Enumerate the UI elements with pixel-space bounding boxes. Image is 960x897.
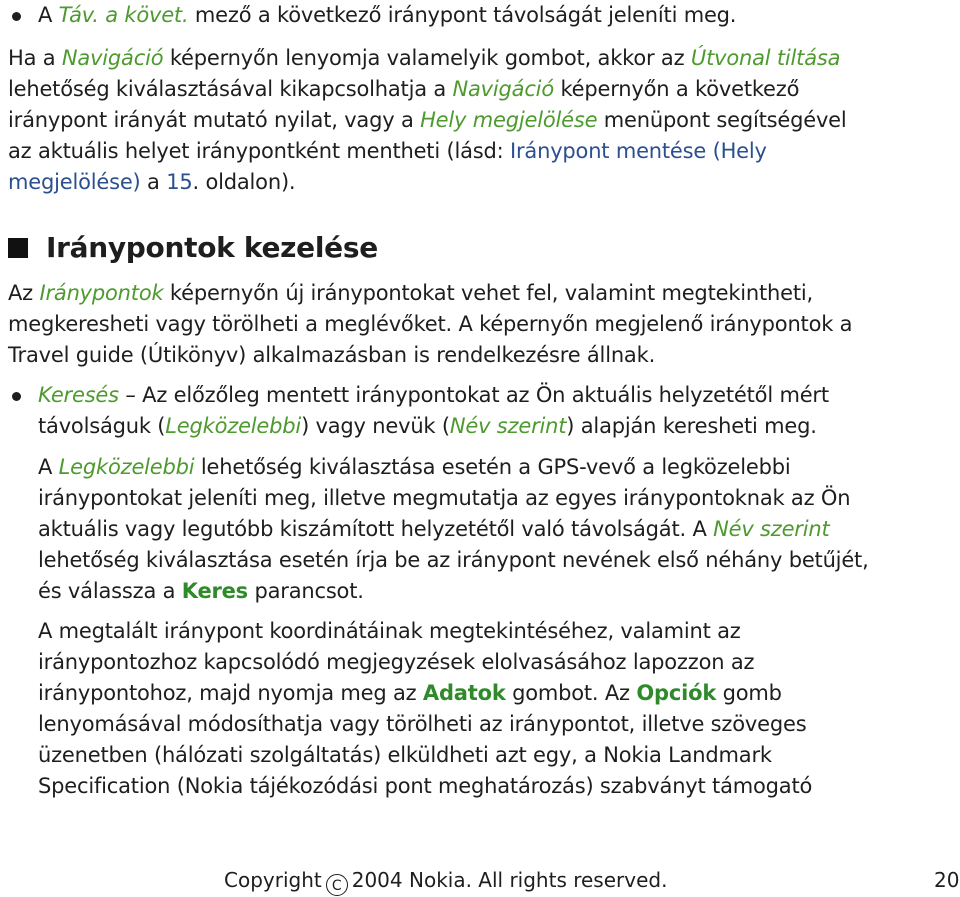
section-para-line-2: megkeresheti vagy törölheti a meglévőket. A képernyőn megjelenő iránypontok a [8, 312, 853, 336]
page-number: 20 [934, 868, 960, 892]
copyright-footer: Copyright C 2004 Nokia. All rights reserved. [224, 868, 668, 894]
search-bullet-line-2: távolságuk (Legközelebbi) vagy nevük (Név szerint) alapján keresheti meg. [38, 414, 817, 438]
search-bullet-line-1: Keresés – Az előzőleg mentett iránypontokat az Ön aktuális helyzetétől mért [38, 383, 829, 407]
cross-reference-link[interactable]: Iránypont mentése (Hely [509, 139, 767, 163]
sub-para1-line-4: lehetőség kiválasztása esetén írja be az iránypont nevének első néhány betűjét, [38, 548, 869, 572]
section-para-line-3: Travel guide (Útikönyv) alkalmazásban is rendelkezésre állnak. [8, 343, 656, 367]
sub-para1-line-5: és válassza a Keres parancsot. [38, 579, 364, 603]
sub-para2-line-6: Specification (Nokia tájékozódási pont meghatározás) szabványt támogató [38, 774, 813, 798]
section-para-line-1: Az Iránypontok képernyőn új iránypontokat vehet fel, valamint megtekintheti, [8, 281, 814, 305]
sub-para2-line-1: A megtalált iránypont koordinátáinak megtekintéséhez, valamint az [38, 619, 741, 643]
section-title: Iránypontok kezelése [46, 231, 378, 264]
sub-para1-line-3: aktuális vagy legutóbb kiszámított helyzetétől való távolságát. A Név szerint [38, 517, 830, 541]
field-name-tav: Táv. a követ. [58, 3, 189, 27]
sub-para1-line-2: iránypontokat jeleníti meg, illetve megmutatja az egyes iránypontoknak az Ön [38, 486, 851, 510]
sub-para2-line-5: üzenetben (hálózati szolgáltatás) elküldheti azt egy, a Nokia Landmark [38, 743, 772, 767]
bullet-dot [12, 392, 21, 401]
intro-bullet-line: A Táv. a követ. mező a következő iránypont távolságát jeleníti meg. [38, 3, 737, 27]
intro-para-line-2: lehetőség kiválasztásával kikapcsolhatja a Navigáció képernyőn a következő [8, 77, 800, 101]
bullet-dot [12, 12, 21, 21]
cross-reference-link-cont[interactable]: megjelölése) [8, 170, 141, 194]
page-reference-link[interactable]: 15 [166, 170, 193, 194]
copyright-icon: C [326, 874, 348, 896]
intro-para-line-1: Ha a Navigáció képernyőn lenyomja valamelyik gombot, akkor az Útvonal tiltása [8, 46, 841, 70]
sub-para1-line-1: A Legközelebbi lehetőség kiválasztása esetén a GPS-vevő a legközelebbi [38, 455, 791, 479]
sub-para2-line-4: lenyomásával módosíthatja vagy törölheti az iránypontot, illetve szöveges [38, 712, 807, 736]
intro-para-line-3: iránypont irányát mutató nyilat, vagy a Hely megjelölése menüpont segítségével [8, 108, 847, 132]
sub-para2-line-3: iránypontohoz, majd nyomja meg az Adatok gombot. Az Opciók gomb [38, 681, 782, 705]
intro-para-line-4: az aktuális helyet iránypontként mentheti (lásd: Iránypont mentése (Hely [8, 139, 767, 163]
intro-para-line-5: megjelölése) a 15. oldalon). [8, 170, 296, 194]
sub-para2-line-2: iránypontozhoz kapcsolódó megjegyzések elolvasásához lapozzon az [38, 650, 755, 674]
heading-square-icon [8, 238, 28, 258]
